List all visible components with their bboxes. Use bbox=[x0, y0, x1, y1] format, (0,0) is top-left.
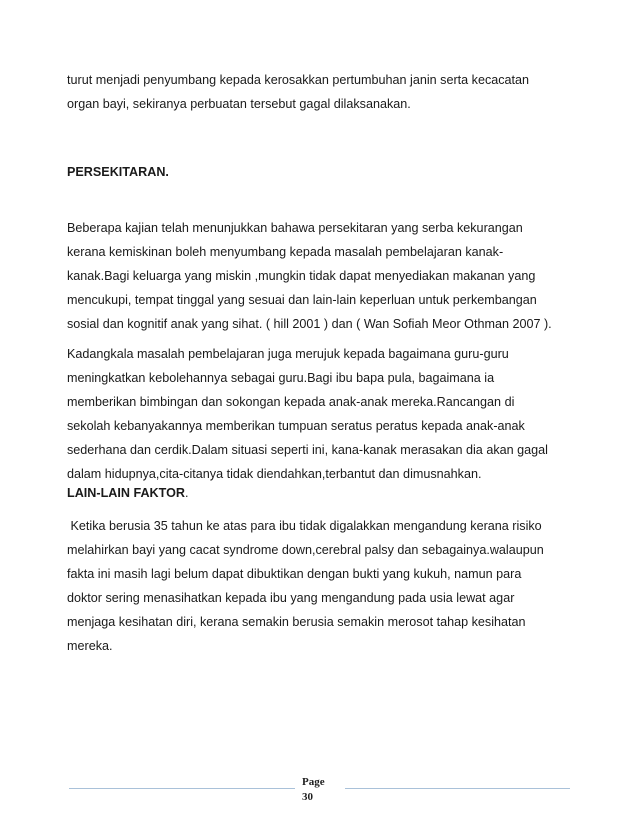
footer-divider-right bbox=[345, 788, 570, 789]
paragraph-line: sekolah kebanyakannya memberikan tumpuan seratus peratus kepada anak-anak bbox=[67, 419, 525, 433]
paragraph-line: menjaga kesihatan diri, kerana semakin berusia semakin merosot tahap kesihatan bbox=[67, 615, 526, 629]
paragraph-line: fakta ini masih lagi belum dapat dibuktikan dengan bukti yang kukuh, namun para bbox=[67, 567, 522, 581]
heading-text: LAIN-LAIN FAKTOR bbox=[67, 486, 185, 500]
paragraph-line: kanak.Bagi keluarga yang miskin ,mungkin tidak dapat menyediakan makanan yang bbox=[67, 269, 536, 283]
footer-page-label: Page bbox=[302, 776, 325, 788]
paragraph-line: Beberapa kajian telah menunjukkan bahawa persekitaran yang serba kekurangan bbox=[67, 221, 523, 235]
paragraph-line: mereka. bbox=[67, 639, 113, 653]
heading-suffix: . bbox=[185, 486, 189, 500]
paragraph-text: Ketika berusia 35 tahun ke atas para ibu tidak digalakkan mengandung kerana risiko bbox=[67, 519, 542, 533]
paragraph-line: Kadangkala masalah pembelajaran juga merujuk kepada bagaimana guru-guru bbox=[67, 347, 509, 361]
paragraph-line: sederhana dan cerdik.Dalam situasi seperti ini, kana-kanak merasakan dia akan gagal bbox=[67, 443, 548, 457]
paragraph-line: dalam hidupnya,cita-citanya tidak diendahkan,terbantut dan dimusnahkan. bbox=[67, 467, 482, 481]
paragraph-line: turut menjadi penyumbang kepada kerosakkan pertumbuhan janin serta kecacatan bbox=[67, 73, 530, 87]
paragraph-line: organ bayi, sekiranya perbuatan tersebut gagal dilaksanakan. bbox=[67, 97, 411, 111]
paragraph-line: melahirkan bayi yang cacat syndrome down,cerebral palsy dan sebagainya.walaupun bbox=[67, 543, 544, 557]
footer-page-number: 30 bbox=[302, 791, 313, 803]
paragraph-line: mencukupi, tempat tinggal yang sesuai dan lain-lain keperluan untuk perkembangan bbox=[67, 293, 537, 307]
paragraph-line: sosial dan kognitif anak yang sihat. ( hill 2001 ) dan ( Wan Sofiah Meor Othman 2007 ). bbox=[67, 317, 552, 331]
paragraph-line: meningkatkan kebolehannya sebagai guru.Bagi ibu bapa pula, bagaimana ia bbox=[67, 371, 495, 385]
section-heading-persekitaran: PERSEKITARAN. bbox=[67, 165, 169, 179]
paragraph-line: memberikan bimbingan dan sokongan kepada anak-anak mereka.Rancangan di bbox=[67, 395, 515, 409]
footer-divider-left bbox=[69, 788, 295, 789]
paragraph-line: doktor sering menasihatkan kepada ibu yang mengandung pada usia lewat agar bbox=[67, 591, 515, 605]
section-heading-lain-lain-faktor bbox=[67, 485, 189, 501]
paragraph-line: kerana kemiskinan boleh menyumbang kepada masalah pembelajaran kanak- bbox=[67, 245, 504, 259]
paragraph-line bbox=[67, 518, 542, 534]
